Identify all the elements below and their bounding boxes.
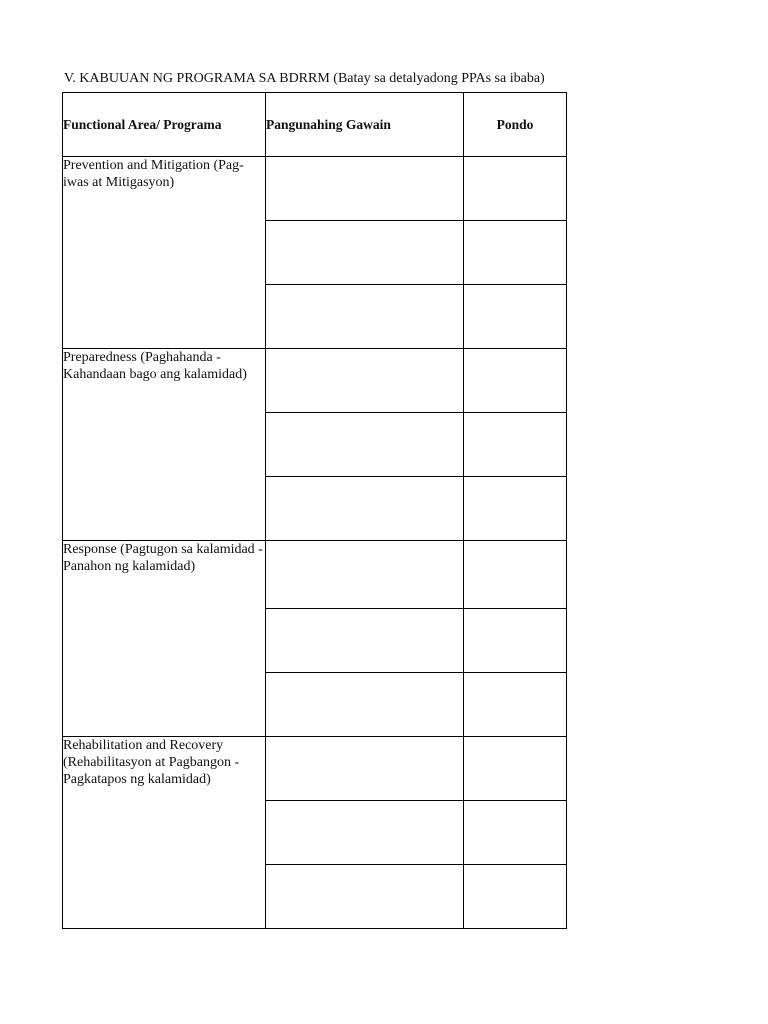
table-row (63, 157, 567, 221)
area-rehabilitation-recovery: Rehabilitation and Recovery (Rehabilitasyon at Pagbangon - Pagkatapos ng kalamidad) (63, 737, 266, 929)
pondo-cell[interactable] (464, 673, 567, 737)
gawain-cell[interactable] (266, 609, 464, 673)
table-row (63, 737, 567, 801)
pondo-cell[interactable] (464, 285, 567, 349)
table-row (63, 349, 567, 413)
table-header-row (63, 93, 567, 157)
pondo-cell[interactable] (464, 737, 567, 801)
gawain-cell[interactable] (266, 285, 464, 349)
pondo-cell[interactable] (464, 157, 567, 221)
gawain-cell[interactable] (266, 349, 464, 413)
section-heading: V. KABUUAN NG PROGRAMA SA BDRRM (Batay sa detalyadong PPAs sa ibaba) (64, 71, 545, 86)
gawain-cell[interactable] (266, 157, 464, 221)
pondo-cell[interactable] (464, 349, 567, 413)
area-prevention-mitigation: Prevention and Mitigation (Pag-iwas at Mitigasyon) (63, 157, 266, 349)
gawain-cell[interactable] (266, 477, 464, 541)
header-pangunahing-gawain: Pangunahing Gawain (266, 93, 464, 157)
header-pondo: Pondo (464, 93, 567, 157)
pondo-cell[interactable] (464, 801, 567, 865)
pondo-cell[interactable] (464, 541, 567, 609)
gawain-cell[interactable] (266, 673, 464, 737)
pondo-cell[interactable] (464, 413, 567, 477)
pondo-cell[interactable] (464, 221, 567, 285)
gawain-cell[interactable] (266, 221, 464, 285)
gawain-cell[interactable] (266, 737, 464, 801)
area-response: Response (Pagtugon sa kalamidad - Panahon ng kalamidad) (63, 541, 266, 737)
gawain-cell[interactable] (266, 801, 464, 865)
area-preparedness: Preparedness (Paghahanda - Kahandaan bago ang kalamidad) (63, 349, 266, 541)
gawain-cell[interactable] (266, 541, 464, 609)
gawain-cell[interactable] (266, 865, 464, 929)
pondo-cell[interactable] (464, 477, 567, 541)
pondo-cell[interactable] (464, 865, 567, 929)
gawain-cell[interactable] (266, 413, 464, 477)
pondo-cell[interactable] (464, 609, 567, 673)
header-functional-area: Functional Area/ Programa (63, 93, 266, 157)
program-summary-table (62, 92, 567, 929)
table-row (63, 541, 567, 609)
